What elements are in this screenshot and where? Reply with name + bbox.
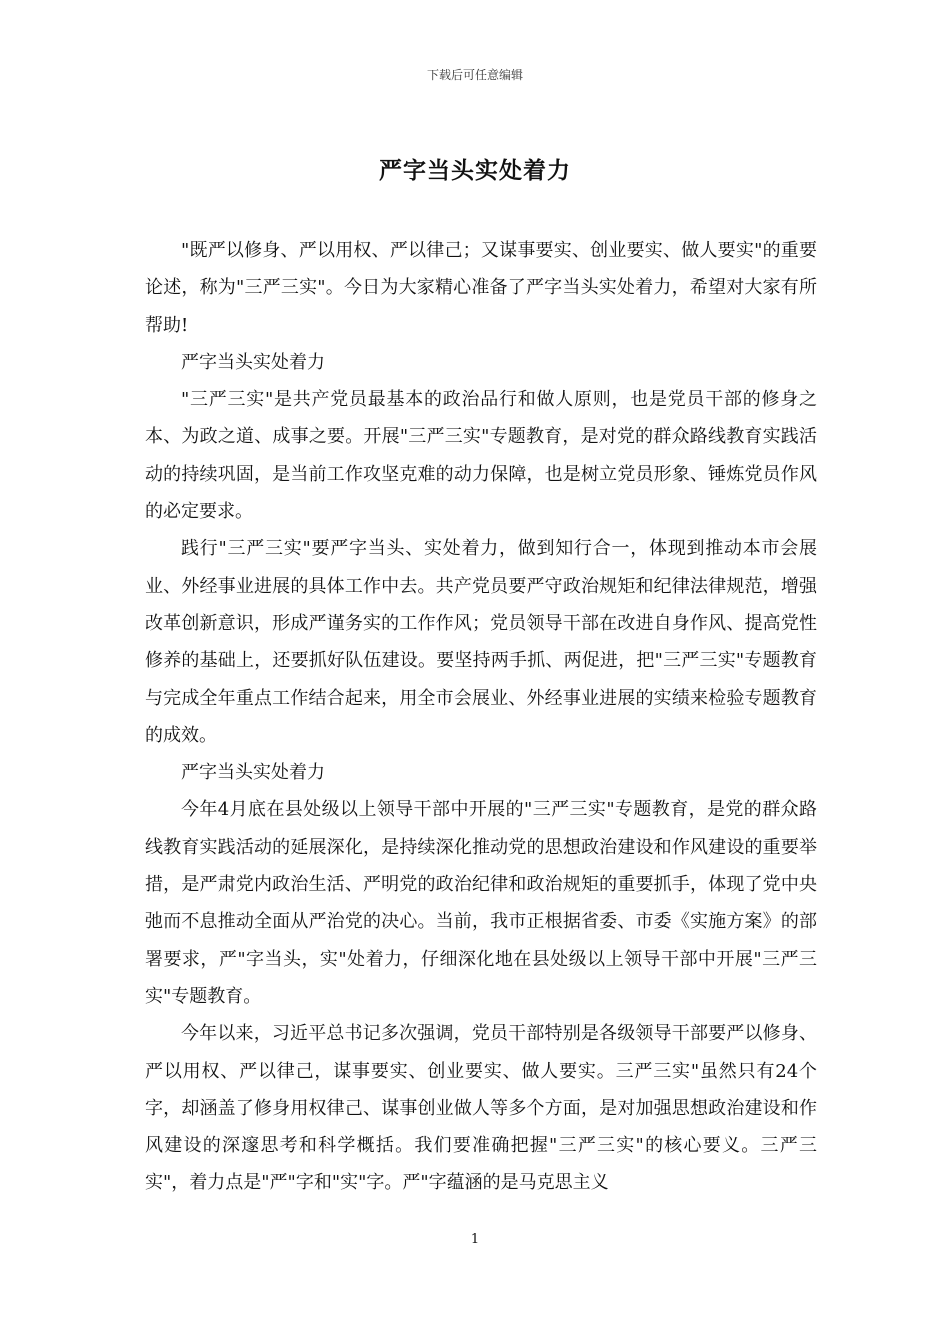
paragraph: "三严三实"是共产党员最基本的政治品行和做人原则，也是党员干部的修身之本、为政之道、成事之要。开展"三严三实"专题教育，是对党的群众路线教育实践活动的持续巩固，是当前工作攻坚克难的动力保障，也是树立党员形象、锤炼党员作风的必定要求。	[145, 389, 817, 523]
page-number: 1	[470, 1232, 480, 1247]
paragraph-intro: "既严以修身、严以用权、严以律己；又谋事要实、创业要实、做人要实"的重要论述，称为"三严三实"。今日为大家精心准备了严字当头实处着力，希望对大家有所帮助!	[145, 240, 817, 336]
paragraph: 今年以来，习近平总书记多次强调，党员干部特别是各级领导干部要严以修身、严以用权、严以律己，谋事要实、创业要实、做人要实。三严三实"虽然只有24个字，却涵盖了修身用权律己、谋事创业做人等多个方面，是对加强思想政治建设和作风建设的深邃思考和科学概括。我们要准确把握"三严三实"的核心要义。三严三实"，着力点是"严"字和"实"字。严"字蕴涵的是马克思主义	[145, 1023, 817, 1194]
document-body	[145, 232, 817, 1202]
document-title: 严字当头实处着力	[379, 157, 571, 184]
page-header: 下载后可任意编辑	[426, 68, 523, 82]
paragraph: 今年4月底在县处级以上领导干部中开展的"三严三实"专题教育，是党的群众路线教育实践活动的延展深化，是持续深化推动党的思想政治建设和作风建设的重要举措，是严肃党内政治生活、严明党的政治纪律和政治规矩的重要抓手，体现了党中央弛而不息推动全面从严治党的决心。当前，我市正根据省委、市委《实施方案》的部署要求，严"字当头，实"处着力，仔细深化地在县处级以上领导干部中开展"三严三实"专题教育。	[145, 799, 817, 1007]
paragraph: 践行"三严三实"要严字当头、实处着力，做到知行合一，体现到推动本市会展业、外经事业进展的具体工作中去。共产党员要严守政治规矩和纪律法律规范，增强改革创新意识，形成严谨务实的工作作风；党员领导干部在改进自身作风、提高党性修养的基础上，还要抓好队伍建设。要坚持两手抓、两促进，把"三严三实"专题教育与完成全年重点工作结合起来，用全市会展业、外经事业进展的实绩来检验专题教育的成效。	[145, 538, 817, 746]
section-heading: 严字当头实处着力	[181, 351, 325, 373]
section-heading: 严字当头实处着力	[181, 762, 325, 784]
